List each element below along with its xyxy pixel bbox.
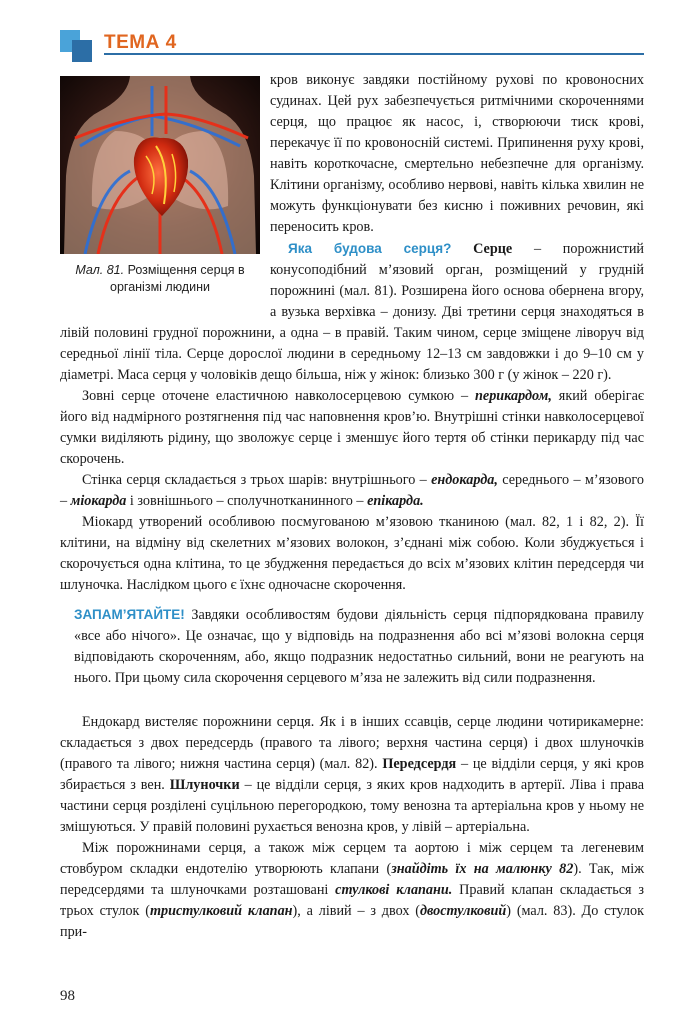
paragraph-6: Між порожнинами серця, а також між серцем та аортою і між серцем та легеневим стовбуром складки ендотелію утворюють клапани (знайдіть їх на малюнку 82). Так, між передсердями та шлуночками розташовані стулкові клапани. Правий клапан складається з трьох стулок (тристулковий клапан), а лівий – з двох (двостулковий) (мал. 83). До стулок при- bbox=[60, 840, 645, 940]
remember-text: Завдяки особливостям будови діяльність серця підпорядкована правилу «все або нічого». Це означає, що у відповідь на подразнення або всі м’язові волокна серця відповідають скороченням, або, якщо подразник недостатньо сильний, вони не реагують на нього. При цьому сила скорочення серцевого м’яза не залежить від сили подразнення. bbox=[74, 607, 644, 686]
term-heart-inline: Серце bbox=[473, 241, 513, 257]
term-pericardium: перикардом, bbox=[475, 388, 552, 404]
paragraph-1-text: – порожнистий конусоподібний м’язовий орган, розміщений у грудній порожнині (мал. 81). Розширена його основа обернена вгору, а вузька верхівка – донизу. Дві третини серця знаходяться в лівій половині грудної порожнини, а одна – в правій. Таким чином, серце зміщене ліворуч від середньої лінії тіла. Серце дорослої людини в середньому 12–13 см завдовжки і до 9–10 см у діаметрі. Маса серця у чоловіків дещо більша, ніж у жінок: близько 300 г (у жінок – 220 г). bbox=[60, 241, 644, 383]
term-bicuspid: двостулковий bbox=[419, 903, 507, 919]
term-ventricles: Шлуночки bbox=[169, 777, 240, 793]
section-question-inline: Яка будова серця? bbox=[288, 241, 452, 256]
caption-text: Розміщення серця в організмі людини bbox=[110, 263, 245, 294]
caption-number: Мал. 81. bbox=[75, 263, 125, 277]
paragraph-1 bbox=[60, 238, 644, 386]
intro-text: кров виконує завдяки постійному рухові по кровоносних судинах. Цей рух забезпечується ритмічними скороченнями серця, що працює як насос, і, створюючи тиск крові, перекачує її по кровоносній системі. Припинення руху крові, навіть короткочасне, смертельно небезпечне для організму. Клітини організму, особливо нервові, навіть кілька хвилин не можуть функціонувати без кисню і поживних речовин, які переносить кров. bbox=[270, 72, 644, 235]
topic-title: ТЕМА 4 bbox=[104, 32, 177, 53]
term-atria: Передсердя bbox=[382, 756, 457, 772]
figure-spacer bbox=[60, 238, 270, 322]
heart-figure bbox=[60, 76, 260, 254]
main-text-block bbox=[60, 238, 644, 596]
second-text-block bbox=[60, 712, 644, 943]
term-epicardium: епікарда. bbox=[367, 493, 424, 509]
paragraph-3: Стінка серця складається з трьох шарів: внутрішнього – ендокарда, середнього – м’язового – міокарда і зовнішнього – сполучнотканинного – епікарда. bbox=[60, 472, 644, 509]
paragraph-5: Ендокард вистеляє порожнини серця. Як і в інших ссавців, серце людини чотирикамерне: складається з двох передсердь (правого та лівого; верхня частина серця) і двох шлуночків (правого та лівого; нижня частина серця) (мал. 82). Передсердя – це відділи серця, у які кров збирається з вен. Шлуночки – це відділи серця, з яких кров надходить в артерії. Ліва і права частини серця розділені суцільною перегородкою, тому венозна та артеріальна кров у ньому не змішуються. У правій половині рухається венозна кров, у лівій – артеріальна. bbox=[60, 714, 645, 835]
term-leaflet-valves: стулкові клапани. bbox=[335, 882, 453, 898]
intro-paragraph bbox=[270, 70, 644, 238]
term-tricuspid: тристулковий клапан bbox=[149, 903, 293, 919]
header-decor-square-front bbox=[72, 40, 92, 62]
page-number: 98 bbox=[60, 988, 75, 1004]
term-endocardium: ендокарда, bbox=[431, 472, 498, 488]
header-rule bbox=[104, 53, 644, 55]
heart-anatomy-image bbox=[60, 76, 260, 254]
remember-label: ЗАПАМ’ЯТАЙТЕ! bbox=[74, 607, 185, 622]
term-myocardium: міокарда bbox=[70, 493, 127, 509]
paragraph-2: Зовні серце оточене еластичною навколосерцевою сумкою – перикардом, який оберігає його від надмірного розтягнення під час наповнення кров’ю. Внутрішні стінки навколосерцевої сумки виділяють рідину, що зволожує серце і зменшує його тертя об стінки перикарду під час скорочень. bbox=[60, 388, 644, 467]
paragraph-4: Міокард утворений особливою посмугованою м’язовою тканиною (мал. 82, 1 і 82, 2). Її клітини, на відміну від скелетних м’язових волокон, з’єднані між собою. Коли збуджується і скорочується одна клітина, то це збудження передається до всіх м’язових клітин передсердя чи шлуночка. Наслідком цього є їхнє одночасне скорочення. bbox=[60, 514, 644, 593]
remember-note bbox=[74, 604, 644, 689]
instruction-find: знайдіть їх на малюнку 82 bbox=[391, 861, 574, 877]
page-header bbox=[0, 0, 700, 70]
